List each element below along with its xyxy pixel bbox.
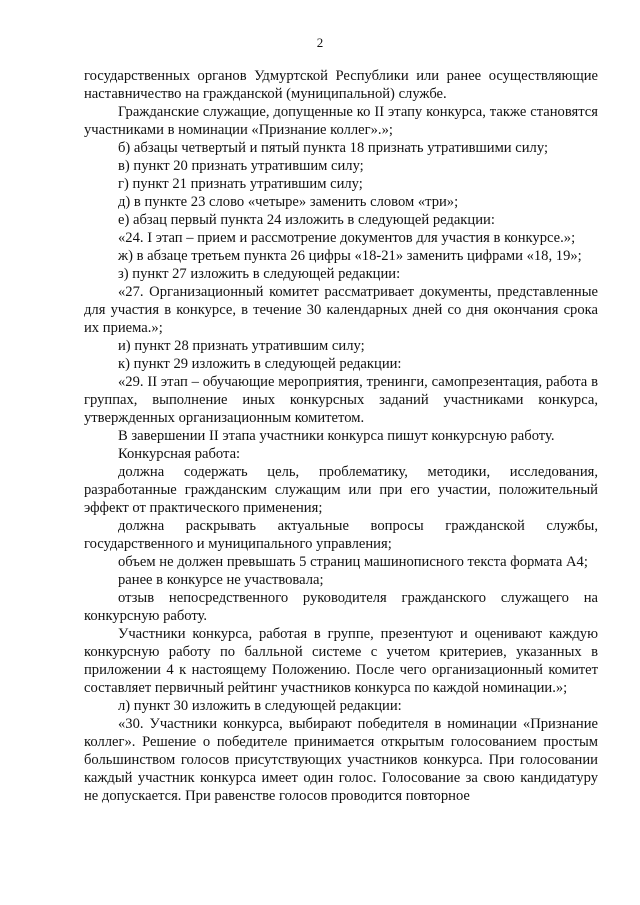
paragraph-15: В завершении II этапа участники конкурса пишут конкурсную работу.: [118, 428, 555, 444]
paragraph-23: л) пункт 30 изложить в следующей редакции:: [118, 698, 402, 714]
paragraph-16: Конкурсная работа:: [118, 446, 241, 462]
paragraph-21: отзыв непосредственного руководителя гражданского служащего на конкурсную работу.: [84, 590, 598, 624]
paragraph-9: ж) в абзаце третьем пункта 26 цифры «18-21» заменить цифрами «18, 19»;: [118, 248, 582, 264]
paragraph-20: ранее в конкурсе не участвовала;: [118, 572, 324, 588]
paragraph-2: Гражданские служащие, допущенные ко II этапу конкурса, также становятся участниками в номинации «Признание коллег».»;: [84, 104, 598, 138]
document-body: [84, 67, 598, 805]
paragraph-10: з) пункт 27 изложить в следующей редакции:: [118, 266, 401, 282]
page-number: 2: [316, 35, 324, 50]
paragraph-4: в) пункт 20 признать утратившим силу;: [118, 158, 364, 174]
paragraph-12: и) пункт 28 признать утратившим силу;: [118, 338, 365, 354]
paragraph-3: б) абзацы четвертый и пятый пункта 18 признать утратившими силу;: [118, 140, 548, 156]
paragraph-14: «29. II этап – обучающие мероприятия, тренинги, самопрезентация, работа в группах, выполнение иных конкурсных заданий участниками конкурса, утвержденных организационным комитетом.: [84, 374, 598, 426]
paragraph-6: д) в пункте 23 слово «четыре» заменить словом «три»;: [118, 194, 459, 210]
paragraph-5: г) пункт 21 признать утратившим силу;: [118, 176, 363, 192]
paragraph-22: Участники конкурса, работая в группе, презентуют и оценивают каждую конкурсную работу по балльной системе с учетом критериев, указанных в приложении 4 к настоящему Положению. После чего организационный комитет составляет первичный рейтинг участников конкурса по каждой номинации.»;: [84, 626, 598, 696]
paragraph-7: е) абзац первый пункта 24 изложить в следующей редакции:: [118, 212, 495, 228]
paragraph-8: «24. I этап – прием и рассмотрение документов для участия в конкурсе.»;: [118, 230, 576, 246]
paragraph-1: государственных органов Удмуртской Республики или ранее осуществляющие наставничество на гражданской (муниципальной) службе.: [84, 68, 598, 102]
paragraph-24: «30. Участники конкурса, выбирают победителя в номинации «Признание коллег». Решение о победителе принимается открытым голосованием простым большинством голосов присутствующих участников конкурса. При голосовании каждый участник конкурса имеет один голос. Голосование за свою кандидатуру не допускается. При равенстве голосов проводится повторное: [84, 716, 598, 804]
paragraph-17: должна содержать цель, проблематику, методики, исследования, разработанные гражданским служащим или при его участии, положительный эффект от практического применения;: [84, 464, 598, 516]
paragraph-11: «27. Организационный комитет рассматривает документы, представленные для участия в конкурсе, в течение 30 календарных дней со дня окончания срока их приема.»;: [84, 284, 598, 336]
paragraph-13: к) пункт 29 изложить в следующей редакции:: [118, 356, 402, 372]
paragraph-18: должна раскрывать актуальные вопросы гражданской службы, государственного и муниципального управления;: [84, 518, 598, 552]
paragraph-19: объем не должен превышать 5 страниц машинописного текста формата А4;: [118, 554, 588, 570]
